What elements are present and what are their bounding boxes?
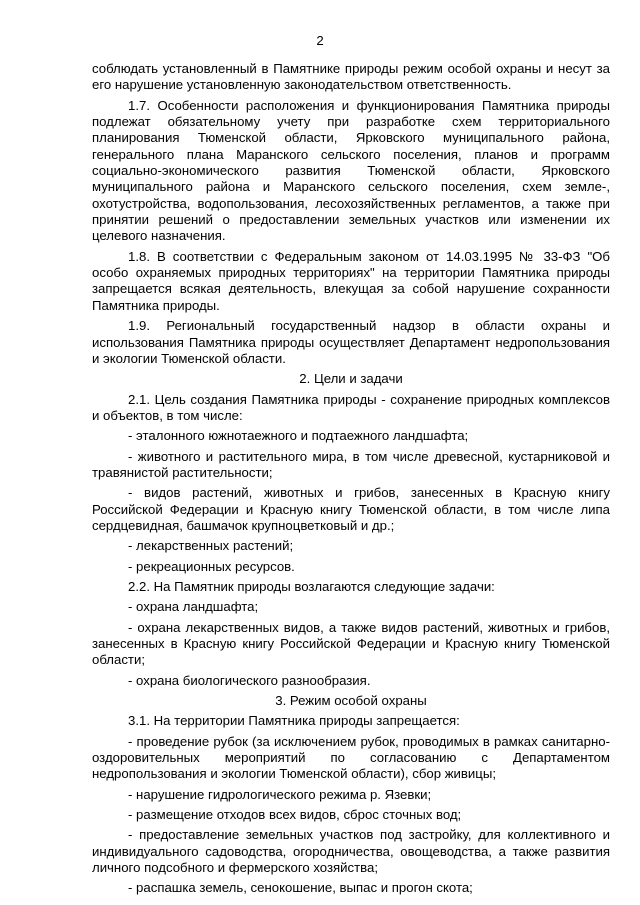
- paragraph: 1.7. Особенности расположения и функционирования Памятника природы подлежат обязательному учету при разработке схем территориального планирования Тюменской области, Ярковского муниципального района, генерального плана Маранского сельского поселения, планов и программ социально-экономического развития Тюменской области, Ярковского муниципального района и Маранского сельского поселения, схем земле-, охотустройства, водопользования, лесохозяйственных регламентов, а также при принятии решений о предоставлении земельных участков или изменении их целевого назначения.: [92, 97, 610, 244]
- paragraph: 1.9. Региональный государственный надзор в области охраны и использования Памятника природы осуществляет Департамент недропользования и экологии Тюменской области.: [92, 318, 610, 366]
- paragraph: - проведение рубок (за исключением рубок, проводимых в рамках санитарно-оздоровительных мероприятий по согласованию с Департаментом недропользования и экологии Тюменской области), сбор живицы;: [92, 733, 610, 782]
- section-heading: 2. Цели и задачи: [299, 371, 403, 387]
- paragraph: - видов растений, животных и грибов, занесенных в Красную книгу Российской Федерации и Красную книгу Тюменской области, в том числе липа сердцевидная, башмачок крупноцветковый и др.;: [92, 485, 610, 533]
- paragraph: соблюдать установленный в Памятнике природы режим особой охраны и несут за его нарушение установленную законодательством ответственность.: [92, 61, 610, 93]
- paragraph: 2.2. На Памятник природы возлагаются следующие задачи:: [128, 578, 495, 594]
- document-body: [92, 61, 610, 901]
- paragraph: - охрана лекарственных видов, а также видов растений, животных и грибов, занесенных в Красную книгу Российской Федерации и Красную книгу Тюменской области;: [92, 619, 610, 668]
- paragraph: - размещение отходов всех видов, сброс сточных вод;: [128, 807, 462, 823]
- paragraph: - эталонного южнотаежного и подтаежного ландшафта;: [128, 428, 469, 444]
- paragraph: 2.1. Цель создания Памятника природы - сохранение природных комплексов и объектов, в том числе:: [92, 391, 610, 423]
- paragraph: 1.8. В соответствии с Федеральным законом от 14.03.1995 № 33-ФЗ "Об особо охраняемых природных территориях" на территории Памятника природы запрещается всякая деятельность, влекущая за собой нарушение сохранности Памятника природы.: [92, 248, 610, 313]
- paragraph: - нарушение гидрологического режима р. Язевки;: [128, 786, 432, 802]
- page-number: 2: [316, 33, 324, 48]
- paragraph: - рекреационных ресурсов.: [128, 558, 295, 574]
- paragraph: - предоставление земельных участков под застройку, для коллективного и индивидуального садоводства, огородничества, овощеводства, а также развития личного подсобного и фермерского хозяйства;: [92, 827, 610, 876]
- paragraph: 3.1. На территории Памятника природы запрещается:: [128, 713, 460, 729]
- paragraph: - охрана биологического разнообразия.: [128, 672, 371, 688]
- section-heading: 3. Режим особой охраны: [275, 693, 427, 709]
- paragraph: - животного и растительного мира, в том числе древесной, кустарниковой и травянистой растительности;: [92, 448, 610, 480]
- paragraph: - лекарственных растений;: [128, 538, 294, 554]
- paragraph: - охрана ландшафта;: [128, 599, 259, 615]
- paragraph: - распашка земель, сенокошение, выпас и прогон скота;: [128, 880, 473, 896]
